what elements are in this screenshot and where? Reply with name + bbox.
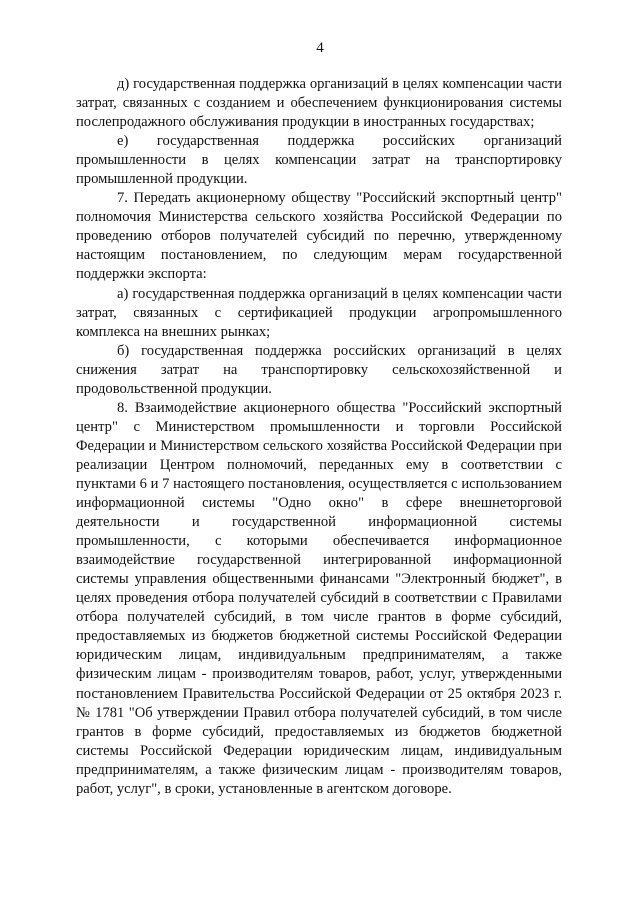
paragraph-item-7: 7. Передать акционерному обществу "Российский экспортный центр" полномочия Министерства сельского хозяйства Российской Федерации по проведению отборов получателей субсидий по перечню, утвержденному настоящим постановлением, по следующим мерам государственной поддержки экспорта: bbox=[76, 190, 562, 283]
paragraph-subitem-e: е) государственная поддержка российских организаций промышленности в целях компенсации затрат на транспортировку промышленной продукции. bbox=[76, 133, 562, 188]
document-body bbox=[76, 75, 562, 799]
paragraph-item-8: 8. Взаимодействие акционерного общества "Российский экспортный центр" с Министерством промышленности и торговли Российской Федерации и Министерством сельского хозяйства Российской Федерации при реализации Центром полномочий, переданных ему в соответствии с пунктами 6 и 7 настоящего постановления, осуществляется с использованием информационной системы "Одно окно" в сфере внешнеторговой деятельности и государственной информационной системы промышленности, с которыми обеспечивается информационное взаимодействие государственной интегрированной информационной системы управления общественными финансами "Электронный бюджет", в целях проведения отбора получателей субсидий в соответствии с Правилами отбора получателей субсидий, в том числе грантов в форме субсидий, предоставляемых из бюджетов бюджетной системы Российской Федерации юридическим лицам, индивидуальным предпринимателям, а также физическим лицам - производителям товаров, работ, услуг, утвержденными постановлением Правительства Российской Федерации от 25 октября 2023 г. № 1781 "Об утверждении Правил отбора получателей субсидий, в том числе грантов в форме субсидий, предоставляемых из бюджетов бюджетной системы Российской Федерации юридическим лицам, индивидуальным предпринимателям, а также физическим лицам - производителям товаров, работ, услуг", в сроки, установленные в агентском договоре. bbox=[76, 399, 562, 797]
paragraph-subitem-a: а) государственная поддержка организаций в целях компенсации части затрат, связанных с сертификацией продукции агропромышленного комплекса на внешних рынках; bbox=[76, 285, 562, 340]
paragraph-subitem-b: б) государственная поддержка российских организаций в целях снижения затрат на транспортировку сельскохозяйственной и продовольственной продукции. bbox=[76, 342, 562, 397]
page-number: 4 bbox=[316, 40, 324, 56]
paragraph-subitem-d: д) государственная поддержка организаций в целях компенсации части затрат, связанных с созданием и обеспечением функционирования системы послепродажного обслуживания продукции в иностранных государствах; bbox=[76, 76, 562, 131]
